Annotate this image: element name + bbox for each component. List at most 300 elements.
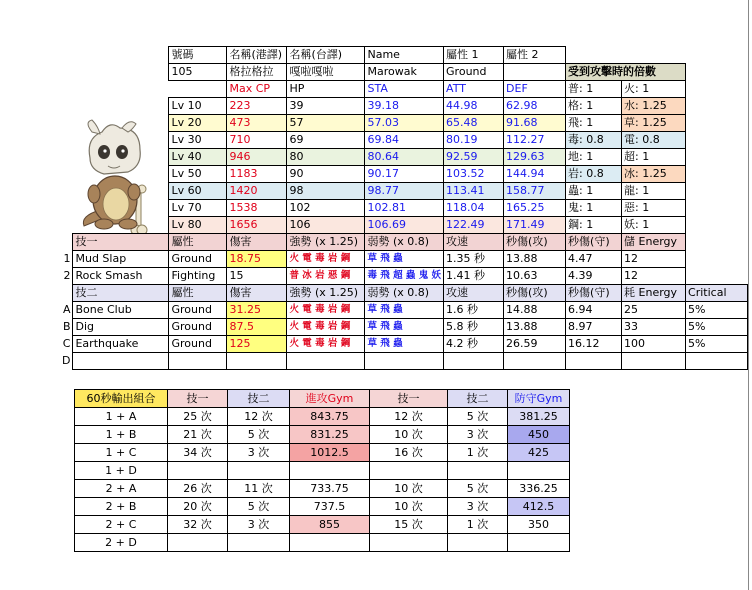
- combo-label: 1 + D: [75, 462, 168, 480]
- combo-row: [75, 426, 570, 444]
- move-dps: 10.63: [504, 268, 566, 285]
- move-dps: [504, 353, 566, 370]
- charge-count: [448, 462, 508, 480]
- empty-cell-0: [60, 285, 73, 302]
- level-label: Lv 20: [169, 115, 227, 132]
- level-row: [60, 217, 748, 234]
- weak-against: 毒 飛 超 蟲 鬼 妖: [365, 268, 444, 285]
- level-label: Lv 70: [169, 200, 227, 217]
- empty-cell-3: [622, 47, 686, 64]
- dps-header: 秒傷(攻): [504, 234, 566, 251]
- hp-header: HP: [287, 81, 365, 98]
- move-id: D: [62, 354, 71, 367]
- sta-value: 98.77: [365, 183, 444, 200]
- move-dps: 13.88: [504, 251, 566, 268]
- defend-gym-value: 336.25: [508, 480, 570, 498]
- charge-count: 5 次: [228, 426, 290, 444]
- move-dps: 13.88: [504, 319, 566, 336]
- damage-header: 傷害: [227, 285, 287, 302]
- move-id: 2: [63, 269, 71, 282]
- combo-header-row: [75, 390, 570, 408]
- max-cp-value: 946: [227, 149, 287, 166]
- combo-row: [75, 498, 570, 516]
- stats-table: [60, 46, 748, 370]
- quick-count: 26 次: [168, 480, 228, 498]
- empty-cell-4: [686, 47, 748, 64]
- move-critical: 5%: [686, 336, 748, 353]
- attack-gym-value: [290, 462, 370, 480]
- empty-cell-4: [686, 234, 748, 251]
- sta-value: 80.64: [365, 149, 444, 166]
- empty-cell-1: [73, 115, 169, 132]
- name-tw: 嘎啦嘎啦: [287, 64, 365, 81]
- empty-cell-0: [60, 217, 73, 234]
- defend-gym-value: 381.25: [508, 408, 570, 426]
- combo-row: [75, 408, 570, 426]
- move-damage: 18.75: [227, 251, 287, 268]
- header-row-1: [60, 47, 748, 64]
- empty-cell-0: [60, 149, 73, 166]
- charge-move-row: [60, 353, 748, 370]
- type1-label: 屬性 1: [444, 47, 504, 64]
- quick-count: 20 次: [168, 498, 228, 516]
- quick-count: 15 次: [370, 516, 448, 534]
- move-name: Mud Slap: [73, 251, 169, 268]
- empty-cell-4: [686, 98, 748, 115]
- effectiveness-cell: 飛: 1: [566, 115, 622, 132]
- move-type: Ground: [169, 302, 227, 319]
- empty-cell-0: [60, 64, 73, 81]
- move-type: Ground: [169, 336, 227, 353]
- move-damage: 31.25: [227, 302, 287, 319]
- move-id: B: [62, 320, 71, 333]
- move-energy: 12: [622, 268, 686, 285]
- empty-cell-4: [686, 149, 748, 166]
- empty-cell-4: [686, 166, 748, 183]
- combo-table: [74, 389, 570, 552]
- combo-row: [75, 516, 570, 534]
- max-cp-value: 1420: [227, 183, 287, 200]
- level-label: Lv 80: [169, 217, 227, 234]
- empty-cell-0: [60, 81, 73, 98]
- type-header: 屬性: [169, 285, 227, 302]
- move-speed: 1.41 秒: [444, 268, 504, 285]
- move-name: Earthquake: [73, 336, 169, 353]
- hp-value: 57: [287, 115, 365, 132]
- att-value: 80.19: [444, 132, 504, 149]
- att-value: 65.48: [444, 115, 504, 132]
- effectiveness-cell: 地: 1: [566, 149, 622, 166]
- charge-count: 1 次: [448, 444, 508, 462]
- move-name: Dig: [73, 319, 169, 336]
- defend-gym-value: 450: [508, 426, 570, 444]
- strong-header: 強勢 (x 1.25): [287, 234, 365, 251]
- move-type: Ground: [169, 251, 227, 268]
- move-dps-def: 6.94: [566, 302, 622, 319]
- name-label: Name: [365, 47, 444, 64]
- effectiveness-cell: 普: 1: [566, 81, 622, 98]
- speed-header: 攻速: [444, 285, 504, 302]
- weak-header: 弱勢 (x 0.8): [365, 285, 444, 302]
- sta-value: 57.03: [365, 115, 444, 132]
- defend-gym-value: 350: [508, 516, 570, 534]
- level-label: Lv 40: [169, 149, 227, 166]
- quick-move-row: [60, 251, 748, 268]
- weak-against: 草 飛 蟲: [365, 251, 444, 268]
- combo-label: 2 + A: [75, 480, 168, 498]
- strong-against: 火 電 毒 岩 鋼: [287, 319, 365, 336]
- combo-label: 2 + B: [75, 498, 168, 516]
- combo-label: 1 + C: [75, 444, 168, 462]
- attack-gym-value: 733.75: [290, 480, 370, 498]
- hp-value: 39: [287, 98, 365, 115]
- attack-gym-header: 進攻Gym: [290, 390, 370, 408]
- charge-count: 1 次: [448, 516, 508, 534]
- move-critical: 5%: [686, 302, 748, 319]
- quick-count: [168, 462, 228, 480]
- att-value: 113.41: [444, 183, 504, 200]
- level-label: Lv 10: [169, 98, 227, 115]
- strong-against: [287, 353, 365, 370]
- strong-header: 強勢 (x 1.25): [287, 285, 365, 302]
- move-speed: 5.8 秒: [444, 319, 504, 336]
- combo-row: [75, 534, 570, 552]
- type1: Ground: [444, 64, 504, 81]
- max-cp-value: 1656: [227, 217, 287, 234]
- effectiveness-cell: 岩: 0.8: [566, 166, 622, 183]
- effectiveness-cell: 超: 1: [622, 149, 686, 166]
- max-cp-value: 473: [227, 115, 287, 132]
- charge-count: 5 次: [448, 480, 508, 498]
- def-header: DEF: [504, 81, 566, 98]
- attack-gym-value: 1012.5: [290, 444, 370, 462]
- empty-cell-0: [60, 183, 73, 200]
- quick-count: 34 次: [168, 444, 228, 462]
- strong-against: 火 電 毒 岩 鋼: [287, 336, 365, 353]
- level-label: Lv 60: [169, 183, 227, 200]
- effectiveness-cell: 火: 1: [622, 81, 686, 98]
- move-speed: 4.2 秒: [444, 336, 504, 353]
- effectiveness-cell: 妖: 1: [622, 217, 686, 234]
- quick-count: [370, 462, 448, 480]
- quick-count: [370, 534, 448, 552]
- att-value: 118.04: [444, 200, 504, 217]
- defend-gym-value: [508, 534, 570, 552]
- type2-label: 屬性 2: [504, 47, 566, 64]
- move-type: Fighting: [169, 268, 227, 285]
- move-dps-def: [566, 353, 622, 370]
- combo-label: 1 + A: [75, 408, 168, 426]
- empty-cell-1: [73, 149, 169, 166]
- quick-move-row: [60, 268, 748, 285]
- empty-cell-0: [60, 166, 73, 183]
- level-row: [60, 200, 748, 217]
- move-type: Ground: [169, 319, 227, 336]
- empty-cell-1: [73, 200, 169, 217]
- charge-header-row: [60, 285, 748, 302]
- quick-count-header: 技一: [370, 390, 448, 408]
- max-cp-value: 710: [227, 132, 287, 149]
- level-row: [60, 183, 748, 200]
- empty-cell-4: [686, 251, 748, 268]
- level-row: [60, 98, 748, 115]
- empty-cell-4: [686, 132, 748, 149]
- att-value: 44.98: [444, 98, 504, 115]
- hp-value: 106: [287, 217, 365, 234]
- empty-cell-0: [60, 234, 73, 251]
- type-header: 屬性: [169, 234, 227, 251]
- move-damage: 15: [227, 268, 287, 285]
- effectiveness-cell: 龍: 1: [622, 183, 686, 200]
- max-cp-value: 223: [227, 98, 287, 115]
- empty-cell-4: [686, 183, 748, 200]
- effectiveness-cell: 草: 1.25: [622, 115, 686, 132]
- empty-cell-1: [73, 166, 169, 183]
- dps-def-header: 秒傷(守): [566, 285, 622, 302]
- stat-header-row: [60, 81, 748, 98]
- move-energy: [622, 353, 686, 370]
- empty-cell-0: [60, 132, 73, 149]
- defend-gym-value: 425: [508, 444, 570, 462]
- move-id: 1: [63, 252, 71, 265]
- max-cp-value: 1538: [227, 200, 287, 217]
- charge-move-row: [60, 319, 748, 336]
- quick-count: 10 次: [370, 498, 448, 516]
- empty-cell-4: [686, 268, 748, 285]
- effectiveness-cell: 電: 0.8: [622, 132, 686, 149]
- effectiveness-cell: 鬼: 1: [566, 200, 622, 217]
- quick-count: 25 次: [168, 408, 228, 426]
- effectiveness-cell: 冰: 1.25: [622, 166, 686, 183]
- quick-count: 10 次: [370, 480, 448, 498]
- weak-against: 草 飛 蟲: [365, 336, 444, 353]
- quick-count: 32 次: [168, 516, 228, 534]
- empty-cell-1: [73, 132, 169, 149]
- weak-against: [365, 353, 444, 370]
- attack-gym-value: [290, 534, 370, 552]
- move-damage: 125: [227, 336, 287, 353]
- sta-value: 106.69: [365, 217, 444, 234]
- effectiveness-cell: 格: 1: [566, 98, 622, 115]
- combo-label: 1 + B: [75, 426, 168, 444]
- name-tw-label: 名稱(台譯): [287, 47, 365, 64]
- move-speed: 1.35 秒: [444, 251, 504, 268]
- dps-header: 秒傷(攻): [504, 285, 566, 302]
- strong-against: 火 電 毒 岩 鋼: [287, 251, 365, 268]
- quick-move-header: 技一: [73, 234, 169, 251]
- move-name: [73, 353, 169, 370]
- name-hk-label: 名稱(港譯): [227, 47, 287, 64]
- move-speed: [444, 353, 504, 370]
- level-row: [60, 115, 748, 132]
- charge-count: 5 次: [448, 408, 508, 426]
- sta-header: STA: [365, 81, 444, 98]
- quick-count-header: 技一: [168, 390, 228, 408]
- effectiveness-cell: 蟲: 1: [566, 183, 622, 200]
- strong-against: 火 電 毒 岩 鋼: [287, 302, 365, 319]
- name-hk: 格拉格拉: [227, 64, 287, 81]
- sta-value: 90.17: [365, 166, 444, 183]
- weakness-title: 受到攻擊時的倍數: [566, 64, 686, 81]
- attack-gym-value: 737.5: [290, 498, 370, 516]
- charge-count: [228, 534, 290, 552]
- move-dps-def: 8.97: [566, 319, 622, 336]
- energy-header: 耗 Energy: [622, 285, 686, 302]
- move-dps-def: 16.12: [566, 336, 622, 353]
- move-dps-def: 4.39: [566, 268, 622, 285]
- empty-cell-4: [686, 115, 748, 132]
- def-value: 165.25: [504, 200, 566, 217]
- pokedex-number: 105: [169, 64, 227, 81]
- charge-count: 3 次: [228, 516, 290, 534]
- move-energy: 33: [622, 319, 686, 336]
- attack-gym-value: 855: [290, 516, 370, 534]
- pokemon-name: Marowak: [365, 64, 444, 81]
- speed-header: 攻速: [444, 234, 504, 251]
- hp-value: 102: [287, 200, 365, 217]
- sta-value: 69.84: [365, 132, 444, 149]
- empty-cell-4: [686, 217, 748, 234]
- empty-cell-0: [60, 200, 73, 217]
- move-critical: [686, 353, 748, 370]
- charge-count: 3 次: [228, 444, 290, 462]
- charge-count: 11 次: [228, 480, 290, 498]
- charge-move-row: [60, 302, 748, 319]
- charge-count: 3 次: [448, 498, 508, 516]
- def-value: 144.94: [504, 166, 566, 183]
- def-value: 171.49: [504, 217, 566, 234]
- quick-count: 12 次: [370, 408, 448, 426]
- charge-count-header: 技二: [228, 390, 290, 408]
- charge-move-header: 技二: [73, 285, 169, 302]
- def-value: 129.63: [504, 149, 566, 166]
- move-damage: 87.5: [227, 319, 287, 336]
- header-row-2: [60, 64, 748, 81]
- weak-against: 草 飛 蟲: [365, 302, 444, 319]
- empty-cell-0: [60, 115, 73, 132]
- defend-gym-value: [508, 462, 570, 480]
- quick-count: 10 次: [370, 426, 448, 444]
- attack-gym-value: 843.75: [290, 408, 370, 426]
- max-cp-value: 1183: [227, 166, 287, 183]
- charge-count: [448, 534, 508, 552]
- move-energy: 100: [622, 336, 686, 353]
- hp-value: 90: [287, 166, 365, 183]
- move-critical: 5%: [686, 319, 748, 336]
- weak-against: 草 飛 蟲: [365, 319, 444, 336]
- att-value: 92.59: [444, 149, 504, 166]
- attack-gym-value: 831.25: [290, 426, 370, 444]
- weak-header: 弱勢 (x 0.8): [365, 234, 444, 251]
- level-row: [60, 149, 748, 166]
- level-label: Lv 30: [169, 132, 227, 149]
- empty-cell-4: [686, 81, 748, 98]
- combo-row: [75, 480, 570, 498]
- sta-value: 102.81: [365, 200, 444, 217]
- empty-cell-1: [73, 47, 169, 64]
- combo-row: [75, 462, 570, 480]
- def-value: 62.98: [504, 98, 566, 115]
- hp-value: 69: [287, 132, 365, 149]
- combo-title: 60秒輸出組合: [75, 390, 168, 408]
- combo-row: [75, 444, 570, 462]
- move-damage: [227, 353, 287, 370]
- att-header: ATT: [444, 81, 504, 98]
- quick-header-row: [60, 234, 748, 251]
- maxcp-header: Max CP: [227, 81, 287, 98]
- effectiveness-cell: 水: 1.25: [622, 98, 686, 115]
- empty-cell-4: [686, 200, 748, 217]
- empty-cell-1: [73, 183, 169, 200]
- combo-label: 2 + C: [75, 516, 168, 534]
- def-value: 158.77: [504, 183, 566, 200]
- type2: [504, 64, 566, 81]
- page-frame-edge: [748, 0, 749, 590]
- empty-cell-4: [686, 64, 748, 81]
- dps-def-header: 秒傷(守): [566, 234, 622, 251]
- level-row: [60, 166, 748, 183]
- empty-cell-0: [60, 98, 73, 115]
- defend-gym-header: 防守Gym: [508, 390, 570, 408]
- empty-cell-2: [566, 47, 622, 64]
- empty-cell-1: [73, 217, 169, 234]
- charge-count: 5 次: [228, 498, 290, 516]
- empty-cell-1: [73, 64, 169, 81]
- att-value: 122.49: [444, 217, 504, 234]
- critical-header: Critical: [686, 285, 748, 302]
- charge-move-row: [60, 336, 748, 353]
- quick-count: 21 次: [168, 426, 228, 444]
- empty-cell-2: [169, 81, 227, 98]
- quick-count: [168, 534, 228, 552]
- effectiveness-cell: 毒: 0.8: [566, 132, 622, 149]
- hp-value: 80: [287, 149, 365, 166]
- move-name: Bone Club: [73, 302, 169, 319]
- move-energy: 12: [622, 251, 686, 268]
- att-value: 103.52: [444, 166, 504, 183]
- effectiveness-cell: 惡: 1: [622, 200, 686, 217]
- empty-cell-1: [73, 98, 169, 115]
- move-type: [169, 353, 227, 370]
- defend-gym-value: 412.5: [508, 498, 570, 516]
- quick-count: 16 次: [370, 444, 448, 462]
- move-speed: 1.6 秒: [444, 302, 504, 319]
- no-label: 號碼: [169, 47, 227, 64]
- charge-count: 3 次: [448, 426, 508, 444]
- effectiveness-cell: 鋼: 1: [566, 217, 622, 234]
- strong-against: 普 冰 岩 惡 鋼: [287, 268, 365, 285]
- empty-cell-1: [73, 81, 169, 98]
- charge-count: 12 次: [228, 408, 290, 426]
- level-row: [60, 132, 748, 149]
- charge-count: [228, 462, 290, 480]
- damage-header: 傷害: [227, 234, 287, 251]
- hp-value: 98: [287, 183, 365, 200]
- move-dps-def: 4.47: [566, 251, 622, 268]
- move-id: A: [62, 303, 71, 316]
- energy-header: 儲 Energy: [622, 234, 686, 251]
- empty-cell-0: [60, 47, 73, 64]
- def-value: 91.68: [504, 115, 566, 132]
- combo-label: 2 + D: [75, 534, 168, 552]
- move-name: Rock Smash: [73, 268, 169, 285]
- level-label: Lv 50: [169, 166, 227, 183]
- move-dps: 14.88: [504, 302, 566, 319]
- move-id: C: [62, 337, 71, 350]
- move-dps: 26.59: [504, 336, 566, 353]
- charge-count-header: 技二: [448, 390, 508, 408]
- move-energy: 25: [622, 302, 686, 319]
